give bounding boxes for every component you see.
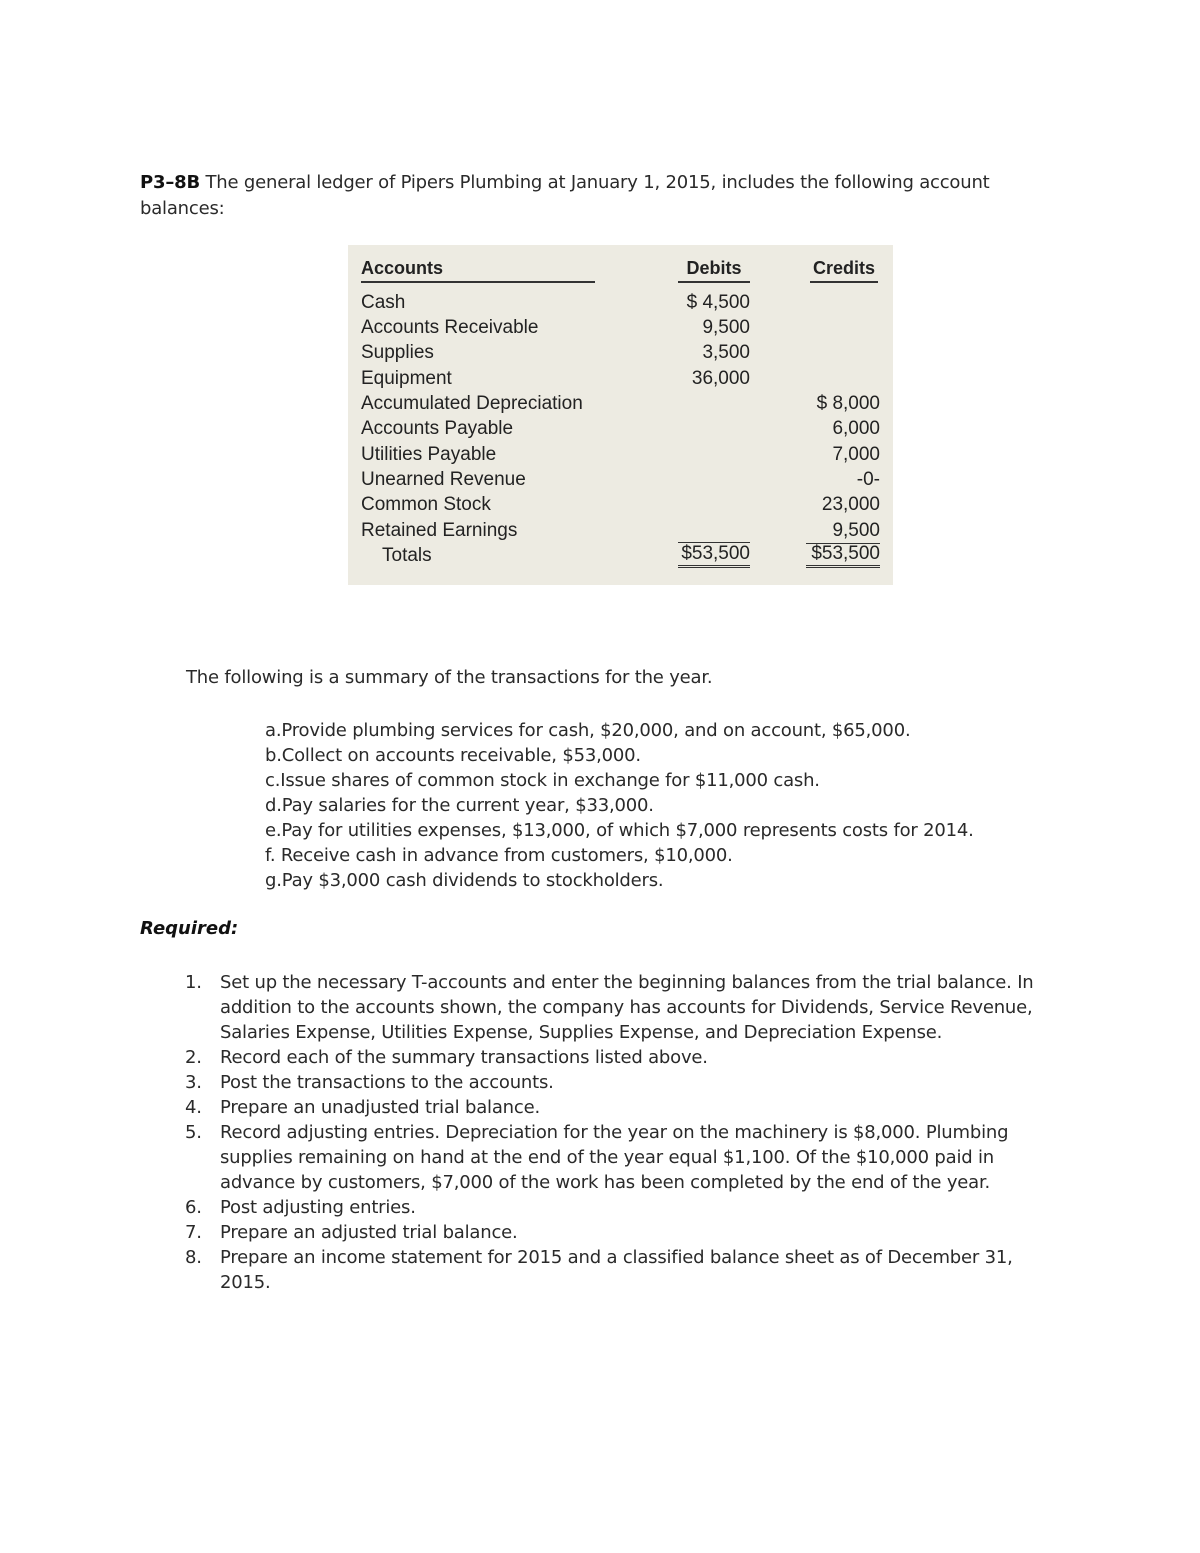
debit-amount [678,518,750,543]
accounts-header: Accounts [361,258,595,283]
ledger-row [348,340,893,365]
ledger-row [348,467,893,492]
list-item [265,868,974,893]
item-text: Post the transactions to the accounts. [220,1072,554,1093]
item-number: 7. [185,1222,202,1243]
item-text: Pay salaries for the current year, $33,000. [281,795,654,816]
item-text: Record adjusting entries. Depreciation for the year on the machinery is $8,000. Plumbing supplies remaining on hand at the end of the year equal $1,100. Of the $10,000 paid in advance by customers, $7,000 of the work has been completed by the end of the year. [220,1122,1009,1193]
list-item [265,743,974,768]
list-item [185,1095,1065,1120]
item-letter: c. [265,770,281,791]
item-number: 5. [185,1122,202,1143]
item-number: 4. [185,1097,202,1118]
problem-id: P3–8B [140,172,200,193]
account-name: Equipment [361,368,452,389]
account-name: Common Stock [361,494,491,515]
ledger-row [348,518,893,543]
account-name: Accounts Receivable [361,317,539,338]
item-number: 8. [185,1247,202,1268]
credit-amount: 6,000 [832,418,880,439]
transactions-list [265,718,974,893]
debit-amount: 36,000 [691,368,750,389]
item-text: Issue shares of common stock in exchange for $11,000 cash. [280,770,820,791]
ledger-row [348,315,893,340]
list-item [185,1245,1065,1295]
credit-amount: 9,500 [806,518,880,544]
problem-intro-text: The general ledger of Pipers Plumbing at January 1, 2015, includes the following account balances: [140,172,990,219]
item-text: Collect on accounts receivable, $53,000. [281,745,641,766]
debit-amount: $ 4,500 [686,292,750,313]
item-number: 1. [185,972,202,993]
totals-label: Totals [382,545,432,566]
total-debits: $53,500 [678,543,750,568]
trial-balance-table [348,245,893,585]
account-name: Retained Earnings [361,520,518,541]
item-text: Post adjusting entries. [220,1197,416,1218]
list-item [265,718,974,743]
list-item [265,818,974,843]
item-letter: d. [265,795,282,816]
item-letter: a. [265,720,282,741]
summary-intro: The following is a summary of the transactions for the year. [186,667,713,688]
list-item [185,970,1065,1045]
list-item [185,1195,1065,1220]
item-letter: e. [265,820,282,841]
account-name: Unearned Revenue [361,469,526,490]
credits-header: Credits [810,258,878,283]
account-name: Cash [361,292,406,313]
ledger-row [348,416,893,441]
credit-amount: 23,000 [821,494,880,515]
credit-amount: -0- [856,469,880,490]
item-text: Pay for utilities expenses, $13,000, of which $7,000 represents costs for 2014. [281,820,974,841]
item-letter: f. [265,845,276,866]
ledger-row [348,366,893,391]
list-item [265,768,974,793]
required-heading: Required: [140,918,239,939]
account-name: Accounts Payable [361,418,514,439]
debits-header: Debits [678,258,750,283]
requirements-list [185,970,1065,1295]
total-credits: $53,500 [806,543,880,568]
account-name: Utilities Payable [361,444,497,465]
item-text: Record each of the summary transactions listed above. [220,1047,708,1068]
item-number: 3. [185,1072,202,1093]
list-item [185,1070,1065,1095]
account-name: Supplies [361,342,434,363]
item-text: Receive cash in advance from customers, $10,000. [275,845,733,866]
item-letter: g. [265,870,282,891]
item-text: Prepare an unadjusted trial balance. [220,1097,540,1118]
item-letter: b. [265,745,282,766]
item-number: 2. [185,1047,202,1068]
ledger-row [348,391,893,416]
totals-row [348,543,893,568]
ledger-row [348,492,893,517]
item-text: Pay $3,000 cash dividends to stockholders. [281,870,664,891]
list-item [265,843,974,868]
credit-amount: 7,000 [832,444,880,465]
ledger-row [348,442,893,467]
debit-amount: 9,500 [702,317,750,338]
credit-amount: $ 8,000 [816,393,880,414]
debit-amount: 3,500 [702,342,750,363]
item-number: 6. [185,1197,202,1218]
item-text: Provide plumbing services for cash, $20,000, and on account, $65,000. [281,720,911,741]
ledger-row [348,290,893,315]
item-text: Prepare an adjusted trial balance. [220,1222,518,1243]
list-item [185,1120,1065,1195]
list-item [265,793,974,818]
problem-intro [140,170,1040,222]
item-text: Prepare an income statement for 2015 and a classified balance sheet as of December 31, 2015. [220,1247,1013,1293]
item-text: Set up the necessary T-accounts and enter the beginning balances from the trial balance. In addition to the accounts shown, the company has accounts for Dividends, Service Revenue, Salaries Expense, Utilities Expense, Supplies Expense, and Depreciation Expense. [220,972,1034,1043]
list-item [185,1220,1065,1245]
account-name: Accumulated Depreciation [361,393,583,414]
list-item [185,1045,1065,1070]
